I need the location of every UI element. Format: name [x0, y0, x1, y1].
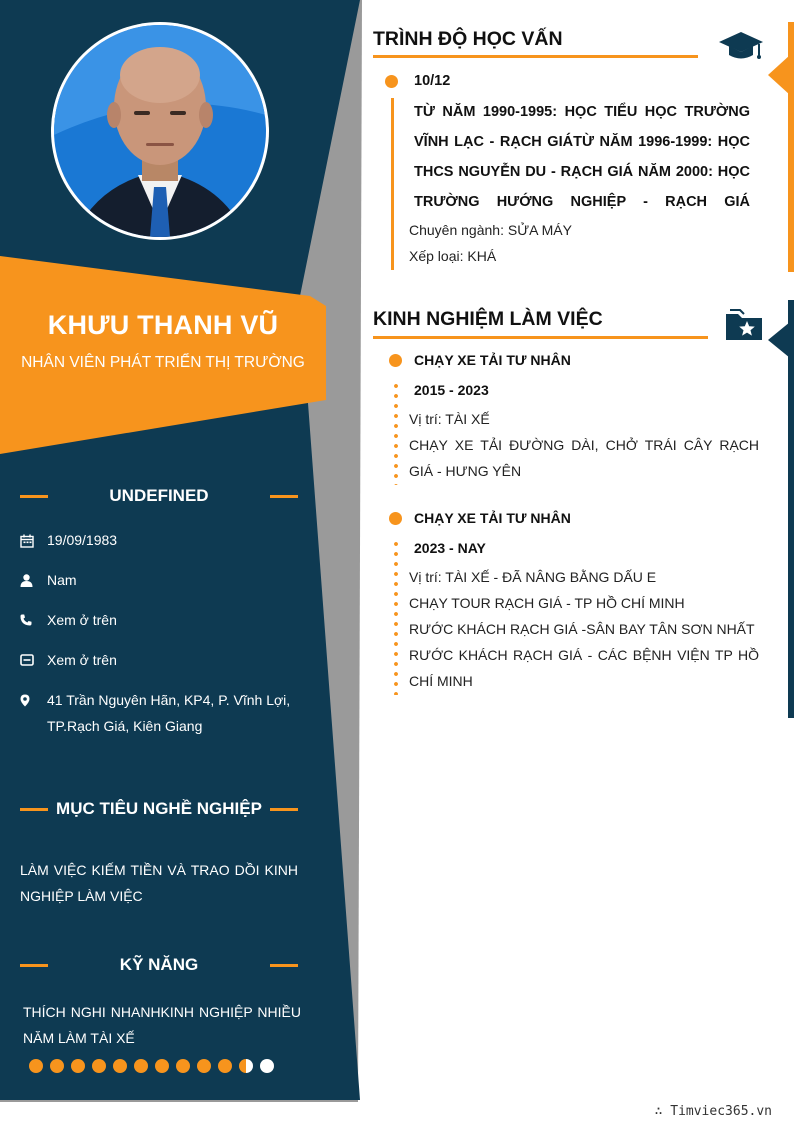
edge-strip-navy	[788, 300, 794, 718]
phone-icon	[20, 607, 47, 633]
skill-rating-dot	[176, 1059, 190, 1073]
objective-header	[20, 797, 298, 821]
birthday-value: 19/09/1983	[47, 532, 118, 548]
job-1-timeline	[394, 381, 398, 485]
experience-rule	[373, 336, 708, 339]
skills-title: KỸ NĂNG	[119, 955, 199, 974]
skills-text: THÍCH NGHI NHANHKINH NGHIỆP NHIỀU NĂM LÀM TÀI XẾ	[23, 1004, 301, 1046]
job-1-description: CHẠY XE TẢI ĐƯỜNG DÀI, CHỞ TRÁI CÂY RẠCH GIÁ - HƯNG YÊN	[409, 437, 759, 479]
skill-rating-dot	[155, 1059, 169, 1073]
skill-rating-dot	[29, 1059, 43, 1073]
edge-tab-navy	[768, 322, 790, 358]
skill-rating	[29, 1059, 274, 1073]
email-row	[20, 647, 310, 673]
divider-line	[270, 964, 298, 967]
objective-text: LÀM VIỆC KIẾM TIỀN VÀ TRAO DỒI KINH NGHIỆP LÀM VIỆC	[20, 862, 298, 904]
profile-photo	[51, 22, 269, 240]
candidate-name: KHƯU THANH VŨ	[47, 310, 279, 340]
gender-value: Nam	[47, 572, 77, 588]
footer-brand	[655, 1104, 772, 1119]
job-1-period: 2015 - 2023	[414, 382, 489, 398]
graduation-cap-icon	[718, 30, 764, 64]
birthday-row	[20, 527, 310, 553]
education-bullet	[385, 75, 398, 88]
phone-row	[20, 607, 310, 633]
education-rule	[373, 55, 698, 58]
user-icon	[20, 567, 47, 593]
personal-info-header	[20, 484, 298, 508]
job-2-description-line: RƯỚC KHÁCH RẠCH GIÁ - CÁC BỆNH VIỆN TP HỒ CHÍ MINH	[409, 647, 759, 689]
personal-info-title: UNDEFINED	[109, 486, 209, 505]
footer-brand-text[interactable]: Timviec365.vn	[670, 1104, 772, 1119]
folder-star-icon	[724, 308, 766, 342]
skills-header	[20, 953, 298, 977]
education-details: TỪ NĂM 1990-1995: HỌC TIỂU HỌC TRƯỜNG VĨNH LẠC - RẠCH GIÁTỪ NĂM 1996-1999: HỌC THCS NGUYỄN DU - RẠCH GIÁ NĂM 2000: HỌC TRƯỜNG HƯỚNG NGHIỆP - RẠCH GIÁ	[414, 104, 750, 210]
email-icon	[20, 647, 47, 673]
skill-rating-dot	[134, 1059, 148, 1073]
job-2-company: CHẠY XE TẢI TƯ NHÂN	[414, 510, 571, 526]
job-2-position: Vị trí: TÀI XẾ - ĐÃ NÂNG BẰNG DẤU E	[409, 569, 657, 585]
skill-rating-dot	[113, 1059, 127, 1073]
gender-row	[20, 567, 310, 593]
divider-line	[20, 495, 48, 498]
education-grade: Xếp loại: KHÁ	[409, 248, 497, 264]
phone-value[interactable]: Xem ở trên	[47, 612, 117, 628]
skill-rating-dot	[197, 1059, 211, 1073]
job-2-description-line: CHẠY TOUR RẠCH GIÁ - TP HỒ CHÍ MINH	[409, 595, 685, 611]
education-degree: 10/12	[414, 73, 451, 89]
email-value[interactable]: Xem ở trên	[47, 652, 117, 668]
location-icon	[20, 687, 47, 739]
divider-line	[270, 808, 298, 811]
job-1-company: CHẠY XE TẢI TƯ NHÂN	[414, 352, 571, 368]
divider-line	[20, 964, 48, 967]
skill-rating-dot	[92, 1059, 106, 1073]
education-title: TRÌNH ĐỘ HỌC VẤN	[373, 28, 563, 50]
address-row	[20, 687, 310, 739]
job-2-period: 2023 - NAY	[414, 540, 486, 556]
job-1-position: Vị trí: TÀI XẾ	[409, 411, 490, 427]
job-2-timeline	[394, 539, 398, 695]
skill-rating-dot	[71, 1059, 85, 1073]
skill-rating-dot	[239, 1059, 253, 1073]
education-timeline	[391, 98, 394, 270]
edge-tab-orange	[768, 55, 790, 95]
education-major: Chuyên ngành: SỬA MÁY	[409, 222, 572, 238]
skill-rating-dot	[218, 1059, 232, 1073]
job-2-description-line: RƯỚC KHÁCH RẠCH GIÁ -SÂN BAY TÂN SƠN NHẤT	[409, 621, 755, 637]
job-2-bullet	[389, 512, 402, 525]
divider-line	[20, 808, 48, 811]
divider-line	[270, 495, 298, 498]
experience-title: KINH NGHIỆM LÀM VIỆC	[373, 308, 603, 330]
skill-rating-dot	[50, 1059, 64, 1073]
job-1-bullet	[389, 354, 402, 367]
skill-rating-dot	[260, 1059, 274, 1073]
calendar-icon	[20, 527, 47, 553]
candidate-job-title: NHÂN VIÊN PHÁT TRIỂN THỊ TRƯỜNG	[21, 354, 305, 371]
objective-title: MỤC TIÊU NGHỀ NGHIỆP	[56, 799, 262, 818]
address-value: 41 Trần Nguyên Hãn, KP4, P. Vĩnh Lợi, TP.Rạch Giá, Kiên Giang	[47, 692, 291, 734]
logo-icon: ∴	[654, 1104, 671, 1119]
